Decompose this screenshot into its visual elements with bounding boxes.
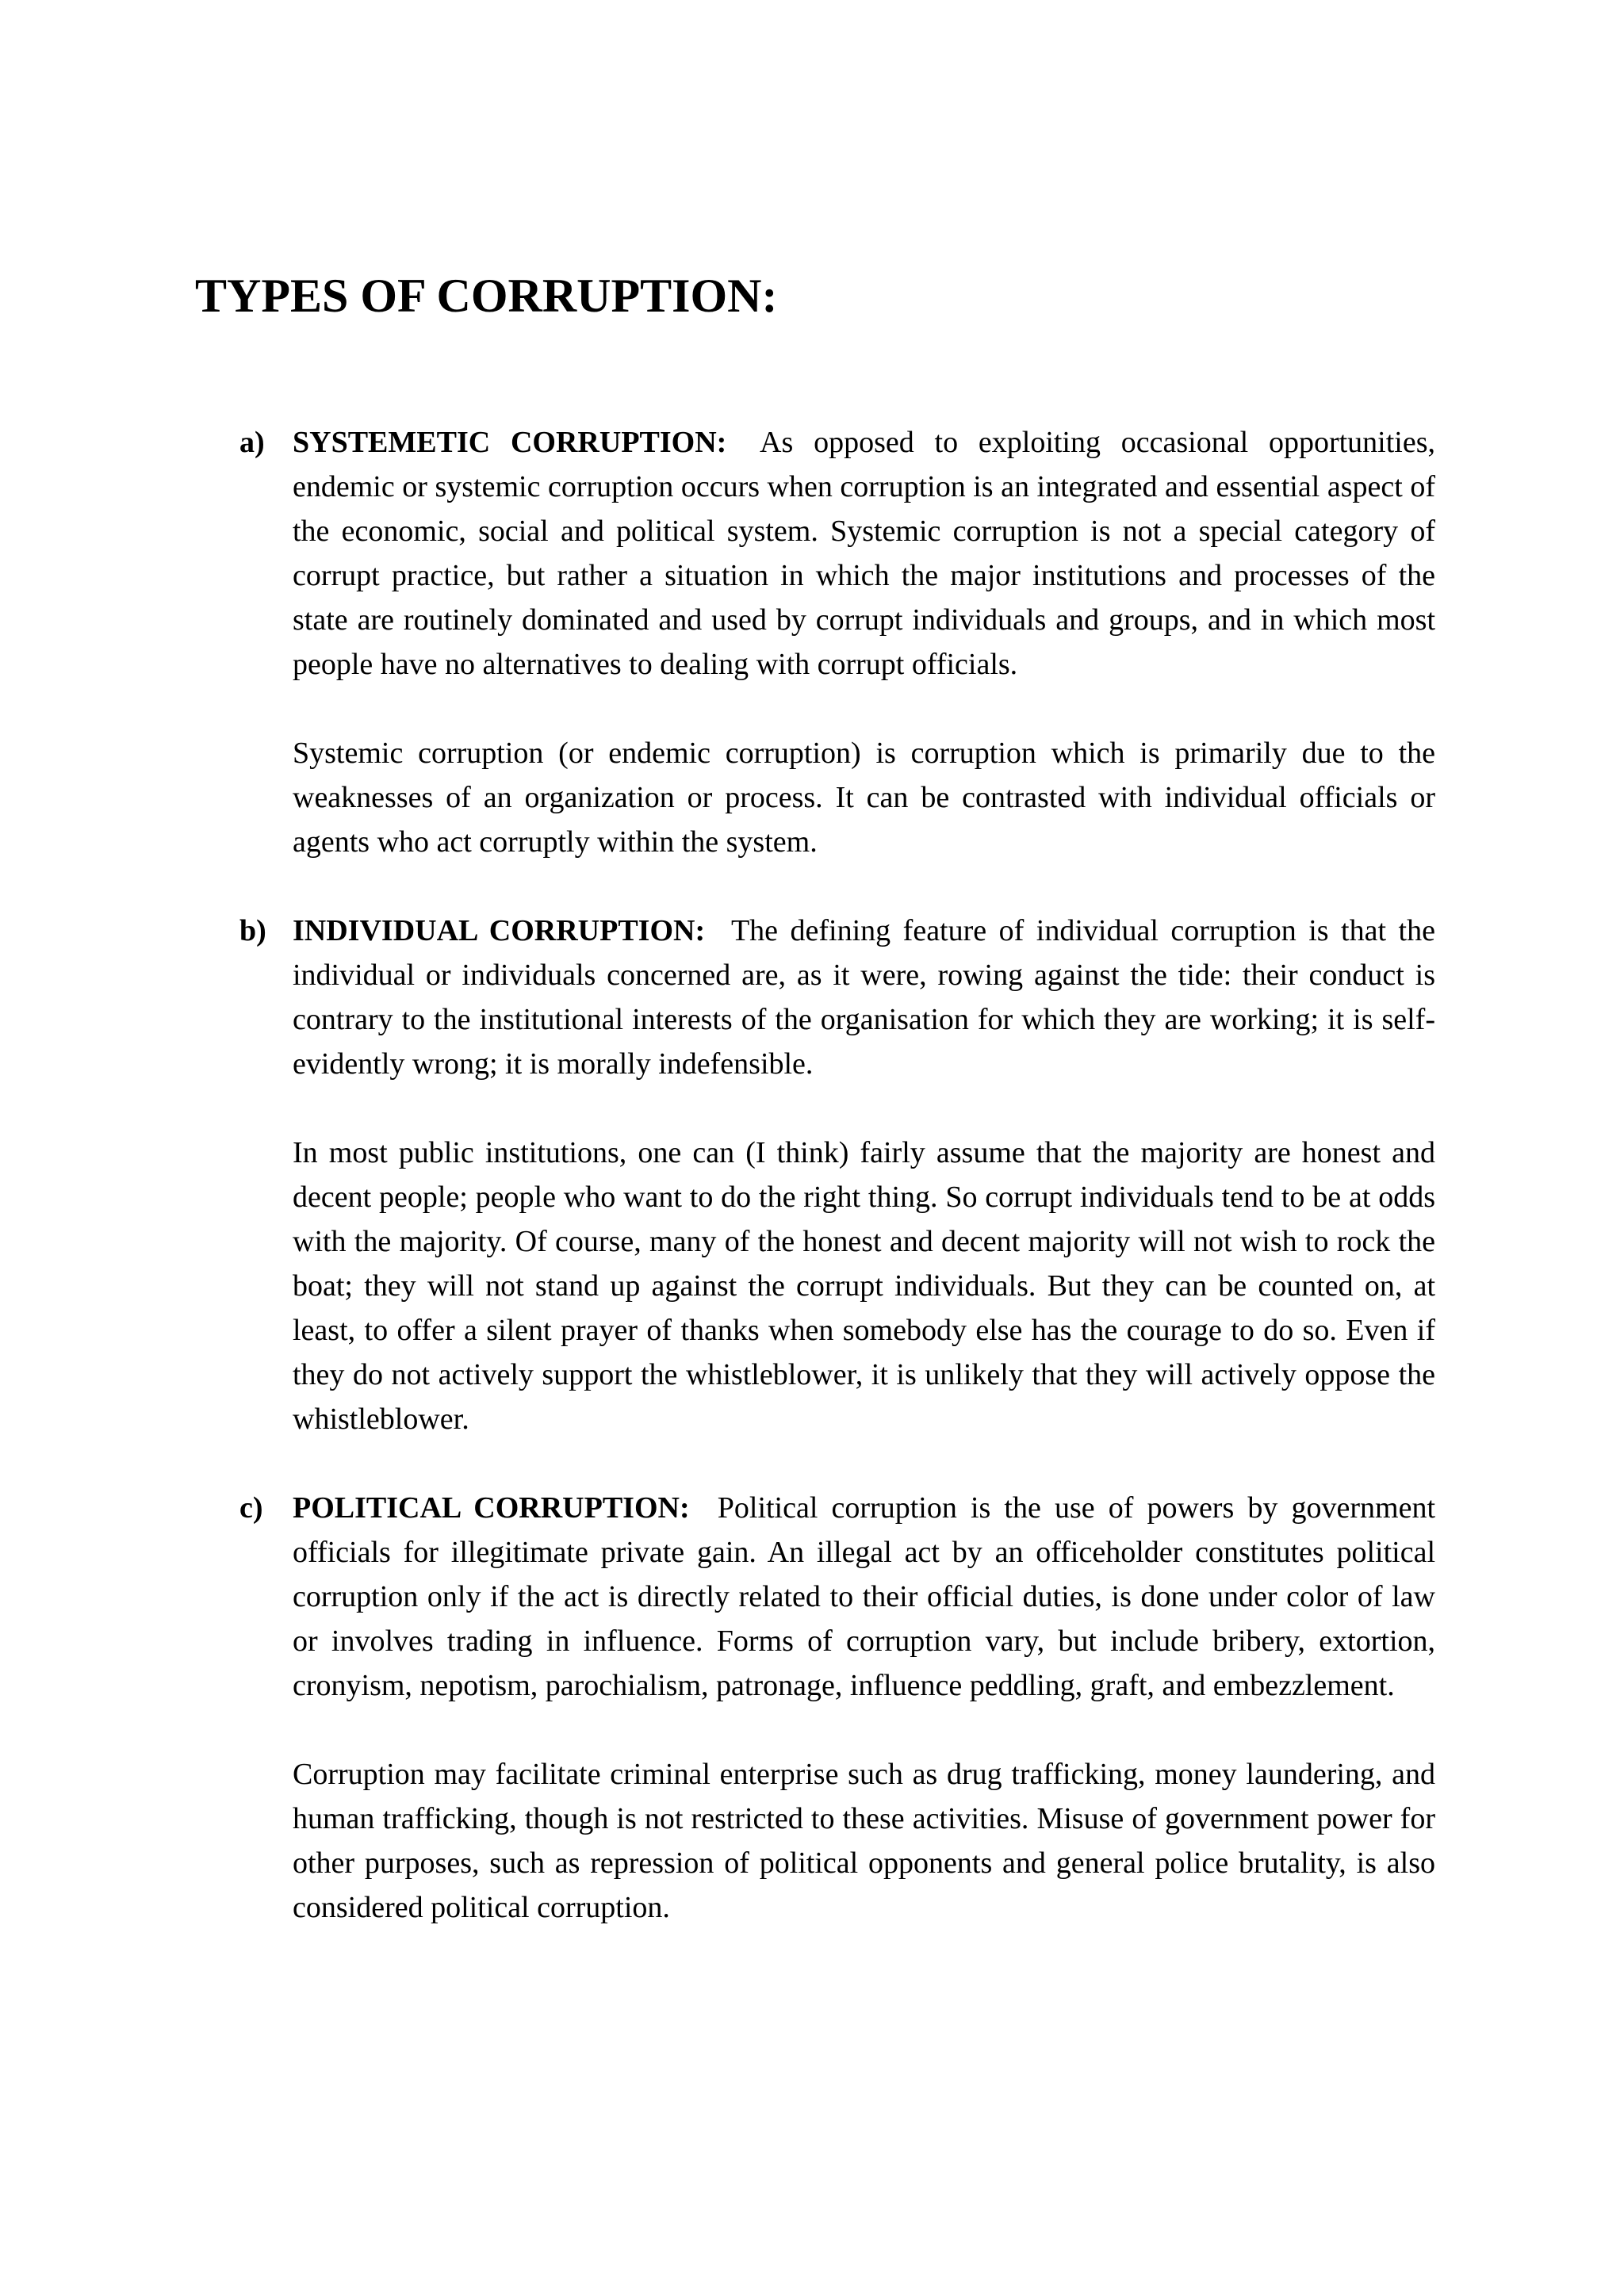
section-individual-corruption — [239, 909, 1435, 1441]
section-heading: POLITICAL CORRUPTION: — [293, 1491, 690, 1525]
section-marker: a) — [239, 426, 265, 459]
section-heading: SYSTEMETIC CORRUPTION: — [293, 426, 727, 459]
section-lead-text: As opposed to exploiting occasional opportunities, endemic or systemic corruption occurs when corruption is an integrated and essential aspect of the economic, social and political system. Systemic corruption is not a special category of corrupt practice, but rather a situation in which the major institutions and processes of the state are routinely dominated and used by corrupt individuals and groups, and in which most people have no alternatives to dealing with corrupt officials. — [293, 426, 1435, 681]
section-list — [239, 420, 1435, 1974]
body-paragraph: Systemic corruption (or endemic corruption) is corruption which is primarily due to the weaknesses of an organization or process. It can be contrasted with individual officials or agents who act corruptly within the system. — [293, 737, 1435, 859]
page-title: TYPES OF CORRUPTION: — [195, 270, 778, 322]
section-lead-paragraph — [293, 1486, 1435, 1708]
section-marker: c) — [239, 1491, 263, 1525]
section-political-corruption — [239, 1486, 1435, 1930]
section-marker: b) — [239, 914, 266, 947]
section-lead-text: Political corruption is the use of powers by government officials for illegitimate private gain. An illegal act by an officeholder constitutes political corruption only if the act is directly related to their official duties, is done under color of law or involves trading in influence. Forms of corruption vary, but include bribery, extortion, cronyism, nepotism, parochialism, patronage, influence peddling, graft, and embezzlement. — [293, 1491, 1436, 1702]
section-heading: INDIVIDUAL CORRUPTION: — [293, 914, 706, 947]
section-lead-paragraph — [293, 909, 1435, 1086]
body-paragraph: Corruption may facilitate criminal enterprise such as drug trafficking, money laundering, and human trafficking, though is not restricted to these activities. Misuse of government power for other purposes, such as repression of political opponents and general police brutality, is also considered political corruption. — [293, 1758, 1435, 1924]
section-systemic-corruption — [239, 420, 1435, 864]
section-lead-text: The defining feature of individual corruption is that the individual or individuals concerned are, as it were, rowing against the tide: their conduct is contrary to the institutional interests of the organisation for which they are working; it is self-evidently wrong; it is morally indefensible. — [293, 914, 1435, 1081]
section-lead-paragraph — [293, 420, 1435, 687]
body-paragraph: In most public institutions, one can (I think) fairly assume that the majority are honest and decent people; people who want to do the right thing. So corrupt individuals tend to be at odds with the majority. Of course, many of the honest and decent majority will not wish to rock the boat; they will not stand up against the corrupt individuals. But they can be counted on, at least, to offer a silent prayer of thanks when somebody else has the courage to do so. Even if they do not actively support the whistleblower, it is unlikely that they will actively oppose the whistleblower. — [293, 1136, 1435, 1436]
